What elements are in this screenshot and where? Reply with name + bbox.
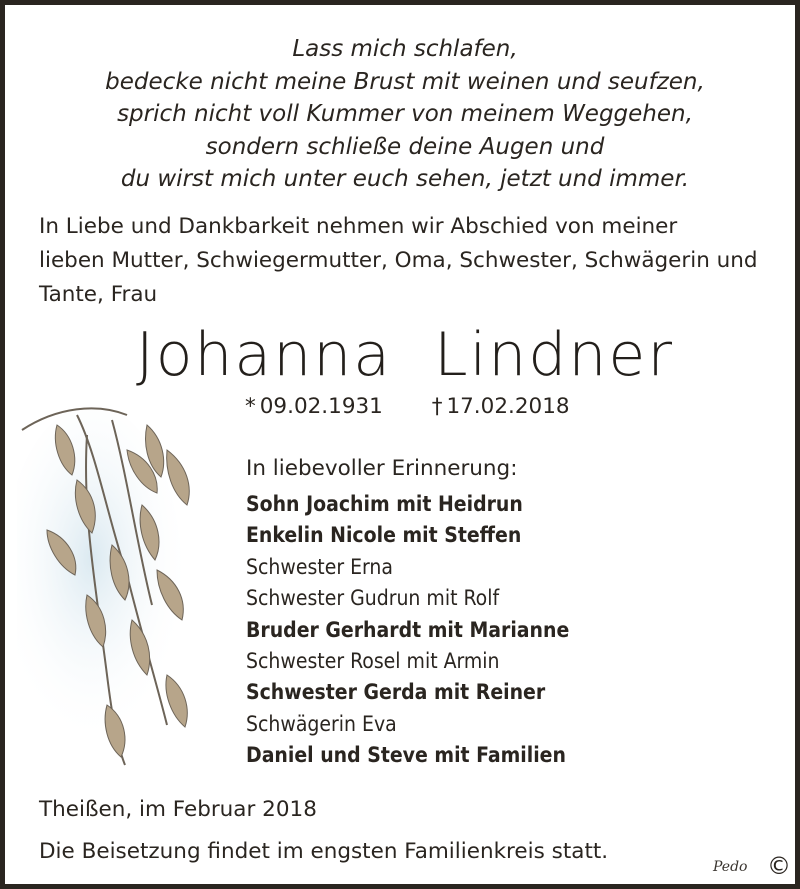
mourner-list [246,489,766,772]
intro-line: In Liebe und Dankbarkeit nehmen wir Abschied von meiner [39,214,678,239]
leaf-branch-icon [17,395,207,785]
copyright-symbol: © [767,852,791,880]
intro-line: lieben Mutter, Schwiegermutter, Oma, Schwester, Schwägerin und [39,248,758,273]
poem-line: sprich nicht voll Kummer von meinem Weggehen, [117,101,693,127]
mourner-entry: Enkelin Nicole mit Steffen [246,523,522,548]
birth-symbol: * [245,394,256,419]
mourner-entry: Schwester Rosel mit Armin [246,649,500,674]
poem [5,33,800,196]
poem-line: sondern schließe deine Augen und [205,133,605,160]
death-group [432,392,570,422]
death-date: 17.02.2018 [446,394,570,419]
mourner-entry: Schwester Gudrun mit Rolf [246,586,500,611]
poem-line: du wirst mich unter euch sehen, jetzt und immer. [120,166,690,192]
intro-text [39,210,779,312]
poem-line: Lass mich schlafen, [292,36,518,62]
burial-note: Die Beisetzung findet im engsten Familienkreis statt. [39,839,609,864]
birth-date: 09.02.1931 [259,394,383,419]
poem-line: bedecke nicht meine Brust mit weinen und seufzen, [105,68,705,95]
mourner-entry: Schwägerin Eva [246,711,397,736]
place-and-date: Theißen, im Februar 2018 [39,797,317,822]
intro-line: Tante, Frau [39,282,158,307]
mourner-entry: Sohn Joachim mit Heidrun [246,492,523,516]
mourner-entry: Bruder Gerhardt mit Marianne [246,617,570,642]
mourner-entry: Schwester Erna [246,554,393,579]
deceased-name: Johanna Lindner [136,320,674,390]
mourner-entry: Daniel und Steve mit Familien [246,743,566,768]
mourner-entry: Schwester Gerda mit Reiner [246,680,546,705]
studio-signature: Pedo [713,859,748,875]
cross-symbol: † [431,394,443,419]
memory-heading: In liebevoller Erinnerung: [246,456,518,481]
life-dates [245,392,570,422]
